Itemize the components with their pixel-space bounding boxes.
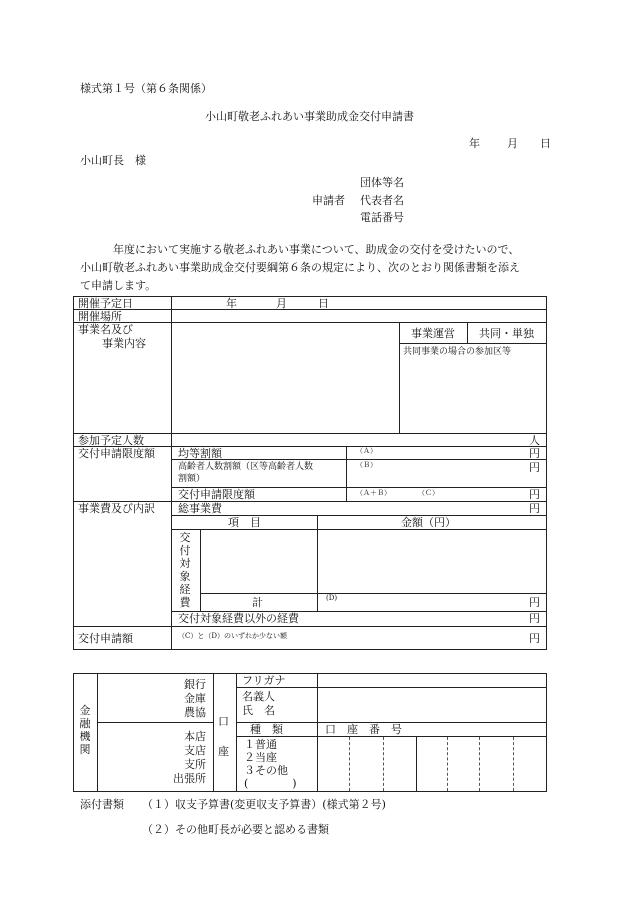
date-day: 日	[540, 137, 551, 150]
participants-label: 参加予定人数	[78, 434, 144, 447]
elderly-share-label-2: 割額）	[178, 474, 206, 484]
body-line-3: て申請します。	[80, 279, 157, 292]
attachment-item-1: （１）収支予算書(変更収支予算書）(様式第２号)	[142, 798, 386, 811]
date-year: 年	[469, 137, 480, 150]
body-line-1: 年度において実施する敬老ふれあい事業について、助成金の交付を受けたいので、	[80, 243, 520, 256]
yen-non-eligible: 円	[529, 612, 540, 625]
subtotal-label: 計	[252, 596, 263, 609]
bank-type-nokyo: 農協	[184, 706, 206, 719]
bank-type-bank: 銀行	[184, 678, 206, 691]
event-name-label-2: 事業内容	[102, 337, 146, 350]
equal-share-label: 均等割額	[178, 447, 222, 460]
form-title: 小山町敬老ふれあい事業助成金交付申請書	[205, 110, 414, 123]
yen-request: 円	[529, 632, 540, 645]
date-month: 月	[507, 137, 518, 150]
body-line-2: 小山町敬老ふれあい事業助成金交付要綱第６条の規定により、次のとおり関係書類を添え	[80, 261, 520, 274]
branch-type-office: 出張所	[173, 772, 206, 785]
limit-total-label: 交付申請限度額	[178, 488, 255, 501]
non-eligible-label: 交付対象経費以外の経費	[178, 612, 299, 625]
amount-header: 金額（円）	[401, 516, 456, 529]
account-number-label: 口 座 番 号	[325, 723, 402, 736]
event-date-month: 月	[276, 297, 287, 310]
cost-label: 事業費及び内訳	[78, 502, 155, 515]
branch-type-sub: 支所	[184, 758, 206, 771]
account-vertical-2: 座	[218, 745, 229, 758]
management-value: 共同・単独	[479, 327, 534, 340]
elderly-share-label-1: 高齢者人数割額（区等高齢者人数	[178, 462, 314, 472]
code-ab: （Ａ＋Ｂ）	[356, 489, 391, 497]
holder-label-2: 氏 名	[242, 704, 275, 717]
kind-current: ２当座	[244, 751, 277, 764]
attachments-label: 添付書類	[80, 798, 124, 811]
item-header: 項 目	[228, 516, 261, 529]
event-date-label: 開催予定日	[78, 297, 133, 310]
yen-limit-total: 円	[529, 488, 540, 501]
attachment-item-2: （２）その他町長が必要と認める書類	[142, 823, 329, 836]
venue-label: 開催場所	[78, 310, 122, 323]
code-d: (D)	[326, 594, 338, 602]
person-unit: 人	[529, 434, 540, 447]
phone-label: 電話番号	[360, 211, 404, 224]
code-b: （Ｂ）	[356, 461, 377, 469]
yen-elderly: 円	[529, 461, 540, 474]
limit-label: 交付申請限度額	[78, 447, 155, 460]
request-note: （C）と（D）のいずれか少ない額	[178, 632, 287, 640]
kind-other: ３その他	[244, 764, 288, 777]
holder-label-1: 名義人	[242, 690, 275, 703]
request-label: 交付申請額	[78, 632, 133, 645]
form-number: 様式第１号（第６条関係）	[80, 82, 212, 95]
body-paragraph	[80, 241, 548, 295]
code-a: （Ａ）	[356, 447, 377, 455]
event-date-year: 年	[226, 297, 237, 310]
branch-type-branch: 支店	[184, 744, 206, 757]
bank-type-shinkin: 金庫	[184, 692, 206, 705]
management-label: 事業運営	[411, 327, 455, 340]
total-cost-label: 総事業費	[178, 502, 222, 515]
code-c: （Ｃ）	[418, 489, 439, 497]
representative-label: 代表者名	[360, 194, 404, 207]
account-kind-label: 種 類	[250, 723, 283, 736]
group-name-label: 団体等名	[360, 176, 404, 189]
yen-total-cost: 円	[529, 502, 540, 515]
furigana-label: フリガナ	[242, 674, 286, 687]
account-vertical-1: 口	[218, 715, 229, 728]
event-date-day: 日	[318, 297, 329, 310]
event-name-label-1: 事業名及び	[78, 323, 133, 336]
branch-type-head: 本店	[184, 730, 206, 743]
applicant-label: 申請者	[312, 194, 345, 207]
kind-other-blank: ( )	[244, 777, 297, 790]
addressee: 小山町長 様	[80, 154, 146, 167]
eligible-vertical-label: 交 付 対 象 経 費	[179, 531, 191, 609]
yen-subtotal: 円	[529, 596, 540, 609]
yen-equal: 円	[529, 447, 540, 460]
kind-ordinary: １普通	[244, 738, 277, 751]
joint-note: 共同事業の場合の参加区等	[403, 347, 512, 357]
financial-institution-vertical-label: 金 融 機 関	[79, 704, 91, 756]
